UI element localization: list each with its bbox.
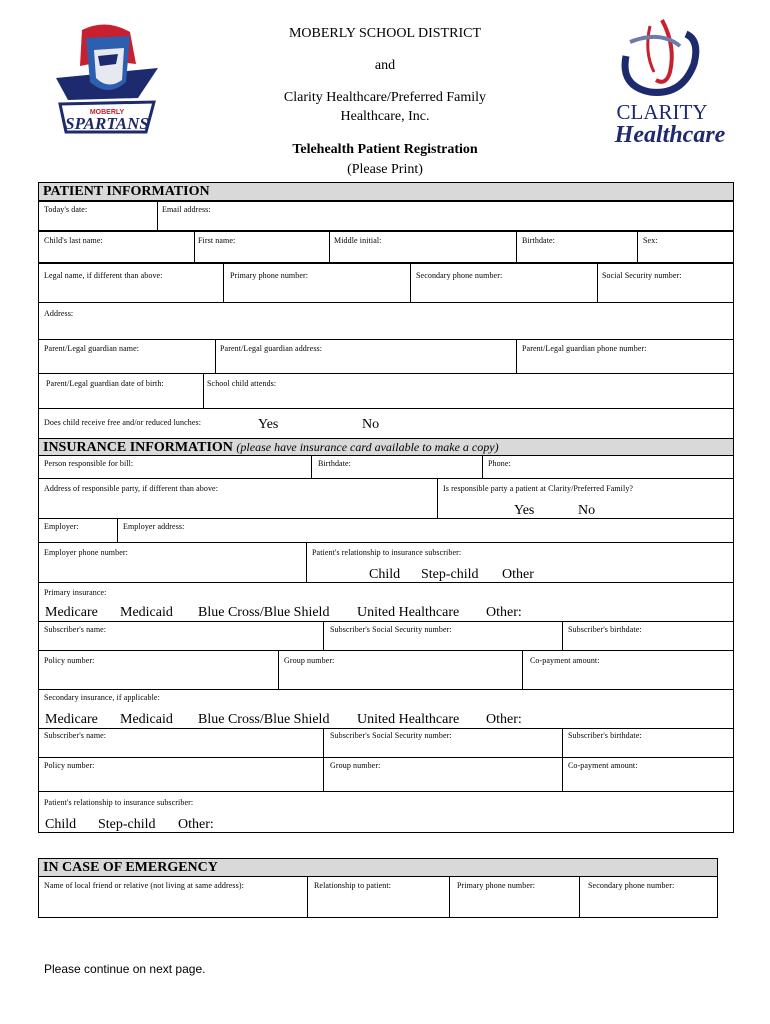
- emergency-contact-label: Name of local friend or relative (not living at same address):: [44, 881, 244, 890]
- resp-birthdate-label: Birthdate:: [318, 459, 351, 468]
- rel-stepchild-option[interactable]: Step-child: [421, 567, 479, 582]
- primary-uhc-option[interactable]: United Healthcare: [357, 605, 460, 620]
- last-name-label: Child's last name:: [44, 236, 103, 245]
- emergency-secondary-phone-label: Secondary phone number:: [588, 881, 675, 890]
- lunches-label: Does child receive free and/or reduced lunches:: [44, 418, 202, 427]
- insurance-note: (please have insurance card available to make a copy): [236, 440, 499, 454]
- primary-medicare-option[interactable]: Medicare: [45, 605, 98, 620]
- header-and: and: [374, 58, 396, 73]
- insurance-info-heading: INSURANCE INFORMATION (please have insurance card available to make a copy): [38, 438, 734, 456]
- form-title: Telehealth Patient Registration: [292, 142, 478, 157]
- provider-line2: Healthcare, Inc.: [340, 109, 430, 124]
- logo-spartans-text: SPARTANS: [65, 114, 149, 133]
- sex-label: Sex:: [643, 236, 658, 245]
- email-field[interactable]: [157, 201, 734, 231]
- primary-phone-field[interactable]: [223, 263, 411, 303]
- primary-medicaid-option[interactable]: Medicaid: [120, 605, 173, 620]
- primary-insurance-label: Primary insurance:: [44, 588, 107, 597]
- ssn-field[interactable]: [597, 263, 734, 303]
- continue-note: Please continue on next page.: [44, 962, 206, 976]
- resp-patient-yes[interactable]: Yes: [514, 503, 535, 518]
- secondary-medicaid-option[interactable]: Medicaid: [120, 712, 173, 727]
- sub2-birth-label: Subscriber's birthdate:: [568, 731, 642, 740]
- spartans-logo: [46, 20, 168, 144]
- guardian-address-label: Parent/Legal guardian address:: [220, 344, 323, 353]
- clarity-logo: [590, 16, 740, 152]
- healthcare-word: Healthcare: [614, 122, 726, 148]
- emergency-primary-phone-label: Primary phone number:: [457, 881, 536, 890]
- employer-label: Employer:: [44, 522, 79, 531]
- guardian-dob-label: Parent/Legal guardian date of birth:: [46, 379, 164, 388]
- resp-address-label: Address of responsible party, if different than above:: [44, 484, 219, 493]
- legal-name-label: Legal name, if different than above:: [44, 271, 163, 280]
- relationship-label: Patient's relationship to insurance subscriber:: [312, 548, 462, 557]
- address-label: Address:: [44, 309, 74, 318]
- emergency-relation-label: Relationship to patient:: [314, 881, 392, 890]
- logo-small-text: MOBERLY: [89, 109, 125, 116]
- clarity-word: CLARITY: [616, 100, 708, 124]
- sub-name-label: Subscriber's name:: [44, 625, 107, 634]
- rel2-other-option[interactable]: Other:: [178, 817, 214, 832]
- group2-label: Group number:: [330, 761, 381, 770]
- employer-phone-label: Employer phone number:: [44, 548, 128, 557]
- patient-info-heading: PATIENT INFORMATION: [38, 182, 734, 201]
- school-field[interactable]: [203, 373, 734, 409]
- todays-date-label: Today's date:: [44, 205, 88, 214]
- sub-ssn-label: Subscriber's Social Security number:: [330, 625, 452, 634]
- policy-label: Policy number:: [44, 656, 95, 665]
- provider-line1: Clarity Healthcare/Preferred Family: [283, 90, 487, 105]
- secondary-phone-label: Secondary phone number:: [416, 271, 503, 280]
- secondary-insurance-label: Secondary insurance, if applicable:: [44, 693, 160, 702]
- secondary-uhc-option[interactable]: United Healthcare: [357, 712, 460, 727]
- address-field[interactable]: [38, 302, 734, 340]
- resp-patient-label: Is responsible party a patient at Clarity/Preferred Family?: [443, 484, 634, 493]
- rel-other-option[interactable]: Other: [502, 567, 534, 582]
- secondary-medicare-option[interactable]: Medicare: [45, 712, 98, 727]
- group-label: Group number:: [284, 656, 335, 665]
- guardian-phone-label: Parent/Legal guardian phone number:: [522, 344, 647, 353]
- emergency-heading: IN CASE OF EMERGENCY: [38, 858, 718, 877]
- primary-phone-label: Primary phone number:: [230, 271, 309, 280]
- sub-birth-label: Subscriber's birthdate:: [568, 625, 642, 634]
- copay-label: Co-payment amount:: [530, 656, 600, 665]
- birthdate-label: Birthdate:: [522, 236, 555, 245]
- copay2-label: Co-payment amount:: [568, 761, 638, 770]
- employer-address-field[interactable]: [117, 518, 734, 543]
- legal-name-field[interactable]: [38, 263, 224, 303]
- resp-phone-label: Phone:: [488, 459, 511, 468]
- secondary-bcbs-option[interactable]: Blue Cross/Blue Shield: [198, 712, 330, 727]
- middle-initial-label: Middle initial:: [334, 236, 382, 245]
- district-name: MOBERLY SCHOOL DISTRICT: [288, 26, 481, 41]
- lunches-yes-option[interactable]: Yes: [258, 417, 279, 432]
- first-name-label: First name:: [198, 236, 236, 245]
- responsible-label: Person responsible for bill:: [44, 459, 134, 468]
- primary-bcbs-option[interactable]: Blue Cross/Blue Shield: [198, 605, 330, 620]
- rel-child-option[interactable]: Child: [369, 567, 401, 582]
- sub2-name-label: Subscriber's name:: [44, 731, 107, 740]
- rel2-child-option[interactable]: Child: [45, 817, 77, 832]
- school-label: School child attends:: [207, 379, 277, 388]
- resp-phone-field[interactable]: [482, 455, 734, 479]
- policy2-label: Policy number:: [44, 761, 95, 770]
- sub2-ssn-label: Subscriber's Social Security number:: [330, 731, 452, 740]
- primary-other-option[interactable]: Other:: [486, 605, 522, 620]
- print-instruction: (Please Print): [347, 162, 423, 177]
- email-label: Email address:: [162, 205, 211, 214]
- secondary-phone-field[interactable]: [410, 263, 598, 303]
- employer-address-label: Employer address:: [123, 522, 185, 531]
- relationship2-label: Patient's relationship to insurance subscriber:: [44, 798, 194, 807]
- lunches-no-option[interactable]: No: [362, 417, 380, 432]
- resp-patient-no[interactable]: No: [578, 503, 596, 518]
- guardian-name-label: Parent/Legal guardian name:: [44, 344, 140, 353]
- rel2-stepchild-option[interactable]: Step-child: [98, 817, 156, 832]
- ssn-label: Social Security number:: [602, 271, 682, 280]
- secondary-other-option[interactable]: Other:: [486, 712, 522, 727]
